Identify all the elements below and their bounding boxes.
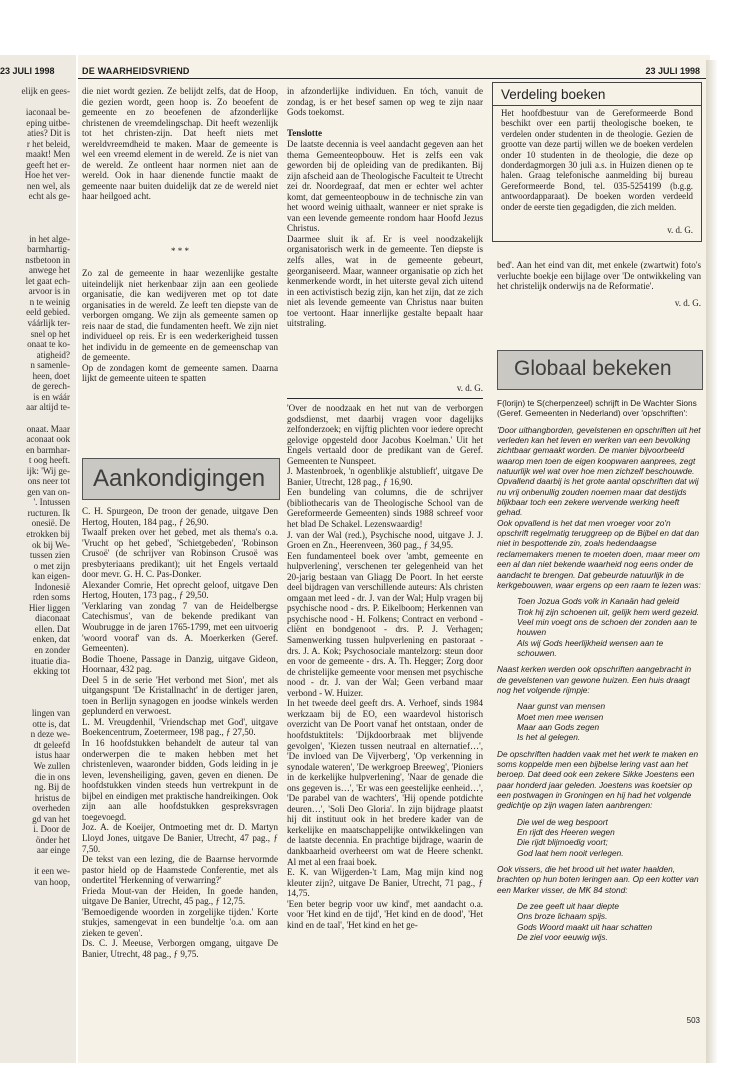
prev-page-line: dt geleefd: [33, 739, 70, 750]
prev-page-line: [0, 698, 70, 709]
aankondigingen-col1: [82, 506, 278, 960]
prev-page-line: i. Door de: [33, 824, 70, 835]
prev-page-line: arvoor is in: [28, 286, 70, 297]
poem-line: Maar aan Gods zegen: [517, 721, 600, 732]
poem-line: Naar gunst van mensen: [517, 701, 606, 712]
poem-line: God laat hem nooit verlegen.: [517, 847, 624, 858]
globaal-quote2: Ook opvallend is het dat men vroeger voor zo'n opschrift regelmatig teruggreep op de Bijbel en dat dan niet in bespottende zin, zoals hedendaagse reclamemakers menen te moeten doen, maar meer om een al dan niet bekende waarheid nog eens onder de aandacht te brengen. Dat gebeurde natuurlijk in de kerkgebouwen, waar ergens op een raam te lezen was:: [497, 517, 701, 590]
prev-page-line: [0, 97, 70, 108]
announcement-entry: J. van der Wal (red.), Psychische nood, uitgave J. J. Groen en Zn., Heerenveen, 360 pag., ƒ 34,95.: [287, 529, 483, 551]
poem-line: Die rijdt blijmoedig voort;: [517, 837, 608, 848]
prev-page-line: onaat. Maar: [26, 423, 70, 434]
poem-line: Moet men mee wensen: [517, 711, 604, 722]
poem-line: Gods Woord maakt uit haar schatten: [517, 921, 653, 932]
prev-page-line: nen wel, als: [26, 180, 70, 191]
verdeling-box: [492, 82, 702, 242]
announcement-entry: Joz. A. de Koeijer, Ontmoeting met dr. D. Martyn Lloyd Jones, uitgave De Banier, Utrecht, 47 pag., ƒ 7,50.: [82, 822, 278, 854]
paragraph: Op de zondagen komt de gemeente samen. Daarna lijkt de gemeente uiteen te spatten: [82, 362, 278, 384]
announcement-entry: 'Bemoedigende woorden in zorgelijke tijden.' Korte stukjes, samengevat in een bundeltje 'o.a. om aan zieken te geven'.: [82, 906, 278, 938]
col3-signature: v. d. G.: [674, 298, 701, 308]
aankondigingen-box: [82, 458, 280, 500]
prev-page-line: iaconaal be-: [25, 107, 70, 118]
prev-page-line: [0, 223, 70, 234]
globaal-box: [497, 350, 703, 390]
announcement-entry: 'Verklaring van zondag 7 van de Heidelbergse Catechismus', van de bekende predikant van Woubrugge in de jaren 1765-1799, met een uitvoerig 'woord vooraf' van ds. A. Moerkerken (Geref. Gemeenten).: [82, 600, 278, 654]
globaal-body: [497, 398, 701, 943]
globaal-poem3: [497, 817, 701, 858]
prev-page-line: geeft het er-: [26, 159, 70, 170]
prev-page-date: 23 JULI 1998: [0, 66, 55, 76]
prev-page-line: ekking tot: [33, 666, 70, 677]
announcement-entry: Een fundamenteel boek over 'ambt, gemeente en hulpverlening', verschenen ter gelegenheid van het 20-jarig bestaan van Gliagg De Poort. In het eerste deel bijdragen van verschillende auteurs: Als christen omgaan met leed - dr. J. van der Wal; Hulp vragen bij psychische nood - drs. P. Eikelboom; Herkennen van psychische nood - H. Folkens; Contract en verbond - cliënt en bondgenoot - drs. P. J. Verhagen; Samenwerking tussen hulpverlening en pastoraat - drs. J. A. Kok; Psychosociale mantelzorg: steun door en voor de gemeente - drs. A. Th. Hegger; Zorg door de christelijke gemeente voor mensen met psychische nood - dr. J. van der Wal; Geen verband maar verbond - W. Huizer.: [287, 550, 483, 698]
announcement-entry: De tekst van een lezing, die de Baarnse hervormde pastor hield op de Haamstede Conferentie, met als ondertitel 'Herkenning of verwarring?': [82, 854, 278, 886]
globaal-intro: F(lorijn) te S(cherpenzeel) schrijft in De Wachter Sions (Geref. Gemeenten in Nederland) over 'opschriften':: [497, 398, 697, 419]
issue-date: 23 JULI 1998: [645, 66, 700, 76]
prev-page-line: eeld gebied.: [26, 307, 70, 318]
poem-line: Toen Jozua Gods volk in Kanaän had geleid: [517, 596, 680, 607]
announcement-entry: In het tweede deel geeft drs. A. Verhoef, sinds 1984 werkzaam bij de EO, een waardevol historisch overzicht van De Poort vanaf het ontstaan, onder de hoofdstuktitels: 'Dijkdoorbraak met blijvende gevolgen', 'Kiezen tussen neutraal en alternatief…', 'De invloed van De Vijverberg', 'Op verkenning in synodale wateren', 'De werkgroep Breeweg', 'Pioniers in de kerkelijke hulpverlening', 'Naar de genade die ons gegeven is…', 'Er was een geestelijke eenheid…', 'De parabel van de wachters', 'Hij opende potdichte deuren…', 'Soli Deo Gloria'. In zijn bijdrage plaatst hij dit instituut ook in het bredere kader van de kerkelijke en maatschappelijke ontwikkelingen van de laatste decennia. En prachtige bijdrage, waarin de dankbaarheid overheerst om wat de Heere schenkt. Al met al een fraai boek.: [287, 698, 483, 867]
prev-page-line: ellen. Dat: [34, 623, 70, 634]
announcement-entry: Een bundeling van columns, die de schrijver (bibliothecaris van de Theologische School van de Gereformeerde Gemeenten) sinds 1988 schreef voor het blad De Schakel. Lezenswaardig!: [287, 487, 483, 530]
paragraph: Daarmee sluit ik af. Er is veel noodzakelijk organisatorisch werk in de gemeente. Ten diepste is zelfs alles, wat in de gemeente gebeurt, georganiseerd. Maar, wanneer organisatie op zich het kenmerkende wordt, in het uiterste geval zich uitend in een activistisch bezig zijn, kan het zijn, dat ze zich niet als levende gemeente van Christus naar buiten toe vertoont. Haar innerlijke gestalte bepaalt haar uitstraling.: [287, 233, 483, 329]
section-stars: * * *: [171, 246, 189, 256]
aankondigingen-col2: [287, 403, 483, 930]
prev-page-line: aconaat ook: [26, 434, 70, 445]
prev-page-line: gen van on-: [27, 486, 70, 497]
announcement-entry: E. K. van Wijgerden-'t Lam, Mag mijn kind nog kleuter zijn?, uitgave De Banier, Utrecht, 71 pag., ƒ 14,75.: [287, 867, 483, 899]
prev-page-line: [0, 413, 70, 424]
globaal-quote3: Naast kerken werden ook opschriften aangebracht in de gevelstenen van gewone huizen. Een huis draagt nog het volgende rijmpje:: [497, 664, 692, 695]
prev-page-line: otte is, dat: [32, 718, 70, 729]
magazine-title: DE WAARHEIDSVRIEND: [82, 66, 190, 76]
prev-page-line: ijk: 'Wij ge-: [26, 465, 70, 476]
aankondigingen-title: Aankondigingen: [93, 465, 266, 492]
paragraph: in afzonderlijke individuen. En tóch, vanuit de zondag, is er het besef samen op weg te zijn naar Gods toekomst.: [287, 86, 483, 118]
prev-page-line: van hoop,: [34, 877, 70, 888]
prev-page-line: ons neer tot: [27, 476, 70, 487]
prev-page-line: gd van het: [32, 813, 70, 824]
prev-page-line: is en wáár: [33, 391, 70, 402]
article-col2-tenslotte: [287, 139, 483, 329]
prev-page-line: n deze we-: [30, 729, 70, 740]
prev-page-line: eping uitbe-: [26, 117, 70, 128]
poem-line: De zee geeft uit haar diepte: [517, 901, 619, 912]
header-rule: [78, 78, 706, 79]
prev-page-line: önder het: [35, 834, 70, 845]
prev-page-line: maakt! Men: [25, 149, 70, 160]
prev-page-line: etrokken bij: [26, 528, 70, 539]
announcement-entry: Ds. C. J. Meeuse, Verborgen omgang, uitgave De Banier, Utrecht, 48 pag., ƒ 9,75.: [82, 938, 278, 959]
poem-line: Veel min voegt ons de schoen der zonden aan te houwen: [517, 616, 698, 638]
announcement-entry: L. M. Vreugdenhil, 'Vriendschap met God', uitgave Boekencentrum, Zoetermeer, 198 pag., ƒ 27,50.: [82, 716, 278, 738]
prev-page-line: onaat te ko-: [27, 339, 70, 350]
verdeling-text: Het hoofdbestuur van de Gereformeerde Bond beschikt over een partij theologische boeken, te verdelen onder studenten in de theologie. Gezien de grootte van deze partij willen we de boeken verdelen onder 10 studenten in de theologie, die deze op donderdagmorgen 30 juli a.s. in Huizen dienen op te halen. Graag telefonische aanmelding bij bureau Gereformeerde Bond, tel. 035-5254199 (b.g.g. antwoordapparaat). De boeken worden verdeeld onder de eerste tien gegadigden, die zich melden.: [501, 108, 693, 212]
prev-page-line: die in ons: [34, 771, 70, 782]
prev-page-line: istus haar: [35, 750, 70, 761]
col2-divider: [287, 398, 483, 399]
prev-page-line: anwege het: [28, 265, 70, 276]
prev-page-line: tussen zien: [29, 550, 70, 561]
prev-page-line: en zonder: [34, 644, 70, 655]
prev-page-line: ituatie dia-: [30, 655, 70, 666]
col3-continuation: bed'. Aan het eind van dit, met enkele (zwartwit) foto's verluchte boekje een bijlage over 'De ontwikkeling van het christelijk onderwijs na de Reformatie'.: [497, 260, 701, 292]
paragraph: De laatste decennia is veel aandacht gegeven aan het thema Gemeenteopbouw. Het is zelfs een vak geworden bij de opleiding van de predikanten. Bij zijn afscheid aan de Theologische Faculteit te Utrecht zei dr. Noordegraaf, dat men er echter wel achter komt, dat gemeenteopbouw in de technische zin van het woord weinig uithaalt, wanneer er niet sprake is van een levende gemeente rondom haar Hoofd Jezus Christus.: [287, 139, 483, 234]
prev-page-line: echt als ge-: [28, 191, 70, 202]
prev-page-line: We zullen: [33, 761, 70, 771]
prev-page-line: lingen van: [31, 708, 70, 719]
page-shadow: [706, 60, 718, 1063]
prev-page-line: váárlijk ter-: [27, 318, 70, 329]
verdeling-title: Verdeling boeken: [501, 87, 606, 102]
verdeling-rule: [493, 105, 701, 106]
poem-line: En rijdt des Heeren wegen: [517, 827, 615, 838]
prev-page-line: Hier liggen: [28, 602, 70, 613]
prev-page-line: onesië. De: [31, 518, 70, 529]
prev-page-column: [0, 86, 70, 888]
prev-page-line: nstbetoon in: [25, 254, 70, 265]
verdeling-signature: v. d. G.: [667, 225, 693, 235]
tenslotte-heading: Tenslotte: [287, 128, 323, 138]
prev-page-line: kan eigen-: [31, 571, 70, 582]
announcement-entry: Alexander Comrie, Het oprecht geloof, uitgave Den Hertog, Houten, 173 pag., ƒ 29,50.: [82, 579, 278, 601]
globaal-quote4: De opschriften hadden vaak met het werk te maken en soms koppelde men een bijbelse lering vast aan het beroep. Dat deed ook een zekere Sikke Joestens een paar honderd jaar geleden. Joestens was koetsier op een postwagen in Groningen en hij had het volgende gedichtje op zijn wagen laten aanbrengen:: [497, 748, 699, 811]
prev-page-line: hristus de: [34, 792, 70, 803]
page-number: 503: [686, 1016, 700, 1025]
globaal-quote1: 'Door uithangborden, gevelstenen en opschriften uit het verleden kan het leven en werken van een bevolking zichtbaar gemaakt worden. De manier bijvoorbeeld waarop men toen de eigen koopwaren aanprees, zegt natuurlijk wel wat over hoe men zichzelf beschouwde. Opvallend daarbij is het grote aantal opschriften dat wij nu vrij onbenullig zouden noemen maar dat destijds blijkbaar toch een zekere wervende werking heeft gehad.: [497, 424, 701, 518]
prev-page-line: [0, 856, 70, 867]
prev-page-line: aar altijd te-: [26, 402, 70, 413]
poem-line: De ziel voor eeuwig wijs.: [517, 932, 608, 943]
announcement-entry: Twaalf preken over het gebed, met als thema's o.a. 'Vrucht op het gebed', 'Schietgebeden', 'Robinson Crusoë' (de schrijver van Robinson Crusoë was presbyteriaans predikant); uit het Engels vertaald door mevr. G. H. C. Pas-Donker.: [82, 527, 278, 580]
prev-page-line: aties? Dit is: [27, 128, 70, 139]
prev-page-line: de gerech-: [31, 381, 70, 392]
prev-page-line: elijk en gees-: [21, 86, 70, 96]
prev-page-line: snel op het: [30, 328, 70, 339]
poem-line: Die wel de weg bespoort: [517, 816, 608, 827]
poem-line: Trok hij zijn schoenen uit, gelijk hem werd gezeid.: [517, 606, 700, 617]
announcement-entry: In 16 hoofdstukken behandelt de auteur tal van onderwerpen die te maken hebben met het christenleven, waaronder bidden, Gods leiding in je leven, levensheiliging, gaven, geven en dienen. De hoofdstukken vinden steeds hun vertrekpunt in de bijbel en eindigen met praktische handreikingen. Ook zijn aan alle hoofdstukken gespreksvragen toegevoegd.: [82, 738, 278, 822]
prev-page-line: diaconaat: [35, 613, 70, 624]
paragraph: Zo zal de gemeente in haar wezenlijke gestalte uiteindelijk niet herkenbaar zijn aan een geoliede organisatie, die kan wedijveren met op tot date organisaties in de wereld. Ze leeft ten diepste van de verborgen omgang. We zijn als gemeente samen op reis naar de stad, die fundamenten heeft. We zijn niet individueel op reis. Er is een wederkerigheid tussen het individu in de gemeente en de gemeenschap van de gemeente.: [82, 268, 278, 363]
prev-page-line: ructuren. Ik: [27, 507, 70, 518]
prev-page-line: barmhartig-: [27, 244, 70, 255]
prev-page-line: enken, dat: [32, 634, 70, 645]
prev-page-line: Hoe het ver-: [24, 170, 70, 181]
prev-page-line: [0, 202, 70, 213]
prev-page-line: it een we-: [34, 866, 70, 877]
prev-page-line: n te weinig: [29, 296, 70, 307]
article-col2-top: [287, 86, 483, 118]
prev-page-line: atigheid?: [36, 349, 70, 360]
prev-page-line: ng. Bij de: [34, 782, 70, 793]
poem-line: Ons broze lichaam spijs.: [517, 911, 608, 922]
poem-line: Als wij Gods heerlijkheid wensen aan te schouwen.: [517, 637, 664, 658]
prev-page-line: heen, doet: [32, 370, 70, 381]
prev-page-line: Indonesië: [34, 581, 70, 592]
prev-page-line: n samenle-: [30, 360, 70, 371]
article-signature: v. d. G.: [456, 383, 483, 393]
announcement-entry: C. H. Spurgeon, De troon der genade, uitgave Den Hertog, Houten, 184 pag., ƒ 26,90.: [82, 506, 278, 527]
poem-line: Is het al gelegen.: [517, 732, 581, 743]
prev-page-line: let gaat ech-: [25, 275, 70, 286]
prev-page-line: en barmhar-: [26, 444, 70, 455]
prev-page-line: overheden: [32, 803, 70, 814]
globaal-quote5: Ook vissers, die het brood uit het water haalden, brachten op hun boten leringen aan. Op een kotter van een Marker visser, de MK 84 stond:: [497, 864, 699, 895]
globaal-poem2: [497, 701, 701, 742]
announcement-entry: 'Een beter begrip voor uw kind', met aandacht o.a. voor 'Het kind en de tijd', 'Het kind en de dood', 'Het kind en de taal', 'Het kind en het ge-: [287, 898, 483, 930]
announcement-entry: Frieda Mout-van der Heiden, In goede handen, uitgave De Banier, Utrecht, 45 pag., ƒ 12,75.: [82, 885, 278, 907]
prev-page-line: t oog heeft.: [28, 455, 70, 466]
prev-page-line: aar einge: [36, 845, 70, 856]
globaal-poem4: [497, 901, 701, 942]
prev-page-line: ok bij We-: [32, 539, 70, 550]
announcement-entry: Deel 5 in de serie 'Het verbond met Sion', met als uitgangspunt 'De Kristallnacht' in de dertiger jaren, toen in Berlijn synagogen en joodse winkels werden geplunderd en verwoest.: [82, 674, 278, 717]
globaal-title: Globaal bekeken: [514, 357, 672, 380]
announcement-entry: J. Mastenbroek, 'n ogenblikje alstublieft', uitgave De Banier, Utrecht, 128 pag., ƒ 16,90.: [287, 466, 483, 487]
announcement-entry: 'Over de noodzaak en het nut van de verborgen godsdienst, met daarbij vragen voor dagelijks zelfonderzoek; en vijftig plichten voor iedere oprecht gelovige opgesteld door Jacobus Koelman.' Uit het Engels vertaald door de predikant van de Geref. Gemeenten te Nunspeet.: [287, 403, 483, 466]
globaal-poem1: [497, 596, 701, 658]
prev-page-line: rden soms: [32, 592, 70, 603]
announcement-entry: Bodie Thoene, Passage in Danzig, uitgave Gideon, Hoornaar, 432 pag.: [82, 653, 278, 675]
prev-page-line: [0, 687, 70, 698]
prev-page-line: [0, 213, 70, 224]
prev-page-line: '. Intussen: [33, 497, 70, 508]
prev-page-line: o met zijn: [33, 560, 70, 571]
article-col1-bottom: [82, 268, 278, 384]
prev-page-line: in het alge-: [29, 233, 70, 244]
prev-page-line: [0, 677, 70, 688]
paragraph: die niet wordt gezien. Ze belijdt zelfs, dat de Hoop, die gezien wordt, geen hoop is. Zo beoefent de gemeente en zo beoefenen de afzonderlijke christenen de vreemdelingschap. Dit heeft wezenlijk tot het christen-zijn. Dat heeft niets met wereldvreemdheid te maken. Maar de gemeente is wel een vreemd element in de wereld. Ze is niet van de wereld. Ze ontleent haar normen niet aan de wereld. Ook in haar dienende functie maakt de gemeente naar buiten duidelijk dat ze de wereld niet haar heilgoed acht.: [82, 86, 278, 202]
article-col1-top: [82, 86, 278, 202]
prev-page-line: r het beleid,: [26, 138, 70, 149]
